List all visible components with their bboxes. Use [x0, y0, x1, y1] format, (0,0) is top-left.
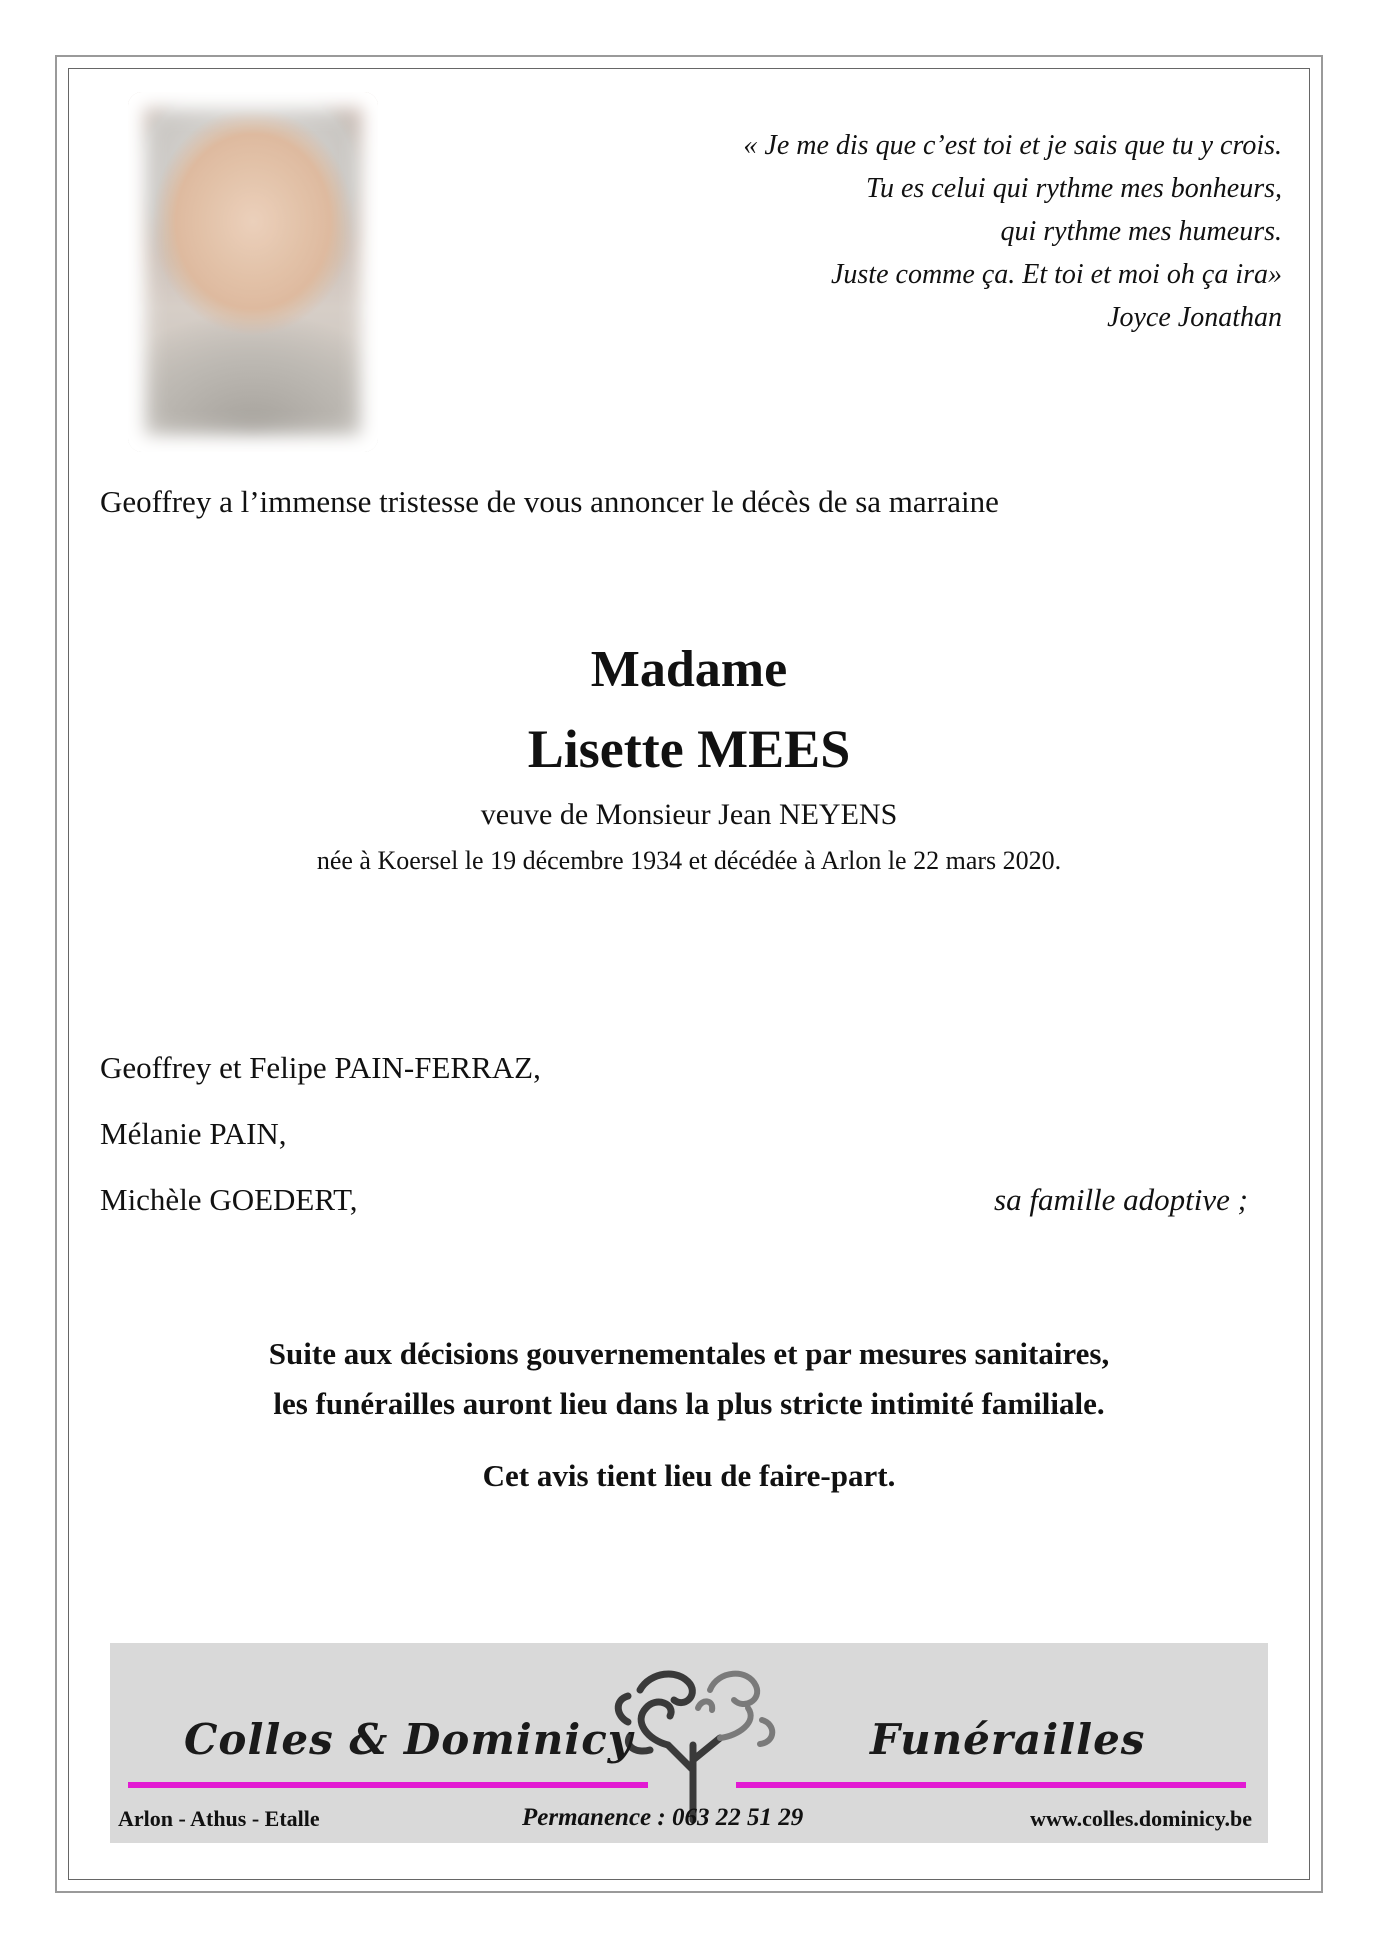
widow-of: veuve de Monsieur Jean NEYENS	[480, 798, 898, 831]
accent-divider	[736, 1782, 1246, 1788]
brand-name: Colles & Dominicy	[184, 1715, 634, 1764]
portrait-vignette	[128, 92, 378, 452]
announcement-text: Geoffrey a l’immense tristesse de vous annoncer le décès de sa marraine	[100, 484, 999, 519]
deceased-title: Madame	[590, 641, 788, 698]
faire-part-notice: Cet avis tient lieu de faire-part.	[482, 1458, 896, 1493]
poem-line: « Je me dis que c’est toi et je sais que tu y crois.	[743, 130, 1282, 161]
family-member: Mélanie PAIN,	[100, 1116, 287, 1151]
family-member: Geoffrey et Felipe PAIN-FERRAZ,	[100, 1050, 541, 1085]
poem-quote	[582, 124, 1282, 339]
website-link[interactable]: www.colles.dominicy.be	[1030, 1806, 1252, 1831]
poem-line: Juste comme ça. Et toi et moi oh ça ira»	[830, 259, 1282, 290]
poem-author: Joyce Jonathan	[1107, 302, 1282, 333]
notice-line: Suite aux décisions gouvernementales et par mesures sanitaires,	[268, 1336, 1110, 1371]
notice-line: les funérailles auront lieu dans la plus stricte intimité familiale.	[273, 1386, 1105, 1421]
birth-death-dates: née à Koersel le 19 décembre 1934 et décédée à Arlon le 22 mars 2020.	[316, 846, 1062, 875]
family-role: sa famille adoptive ;	[994, 1182, 1248, 1217]
poem-line: qui rythme mes humeurs.	[1000, 216, 1282, 247]
brand-tagline: Funérailles	[870, 1715, 1146, 1764]
deceased-name: Lisette MEES	[527, 719, 851, 779]
family-member: Michèle GOEDERT,	[100, 1182, 358, 1217]
poem-line: Tu es celui qui rythme mes bonheurs,	[865, 173, 1282, 204]
accent-divider	[128, 1782, 648, 1788]
permanence-phone: Permanence : 063 22 51 29	[522, 1804, 804, 1831]
locations-text: Arlon - Athus - Etalle	[118, 1806, 320, 1831]
